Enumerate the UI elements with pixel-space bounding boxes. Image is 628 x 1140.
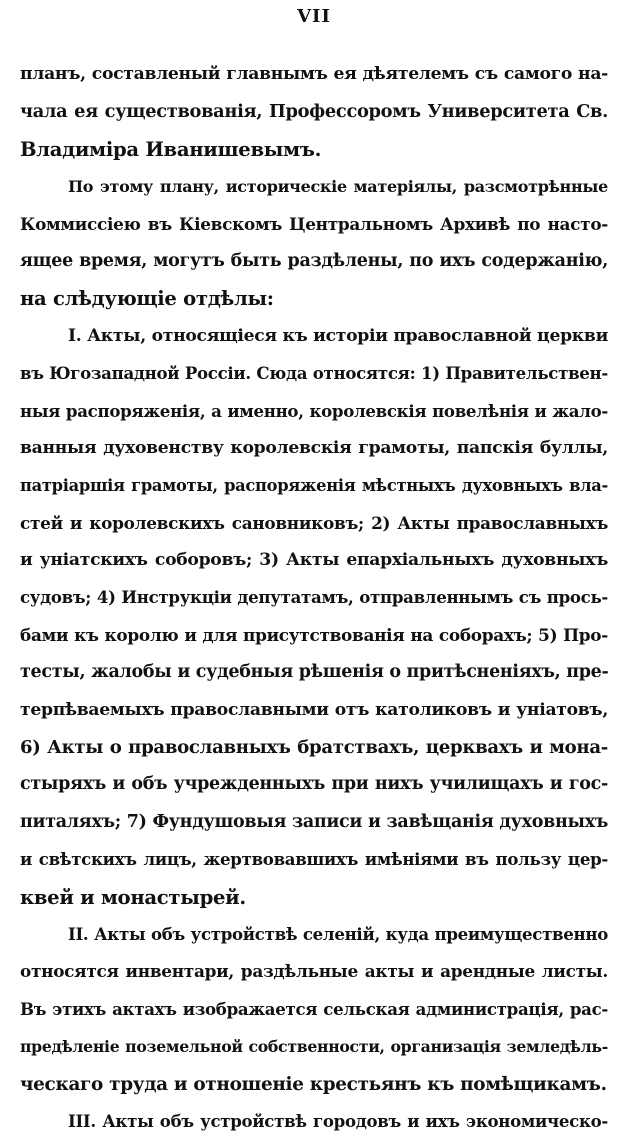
text-line: стыряхъ и объ учрежденныхъ при нихъ училищахъ и гос- <box>20 774 608 795</box>
text-line: бами къ королю и для присутствованія на соборахъ; 5) Про- <box>20 624 608 645</box>
text-line: III. Акты объ устройствѣ городовъ и ихъ экономическо- <box>68 1110 608 1131</box>
text-line: относятся инвентари, раздѣльные акты и арендные листы. <box>20 961 608 982</box>
text-line: ванныя духовенству королевскія грамоты, папскія буллы, <box>20 437 608 458</box>
text-line: Въ этихъ актахъ изображается сельская администрація, рас- <box>20 998 608 1019</box>
text-line: 6) Акты о православныхъ братствахъ, церквахъ и мона- <box>20 737 608 759</box>
text-line: судовъ; 4) Инструкціи депутатамъ, отправленнымъ съ прось- <box>20 587 608 608</box>
text-line: Владиміра Иванишевымъ. <box>20 137 322 161</box>
text-line: терпѣваемыхъ православными отъ католиковъ и уніатовъ, <box>20 699 608 720</box>
text-line: патріаршія грамоты, распоряженія мѣстныхъ духовныхъ вла- <box>20 476 608 496</box>
text-line: По этому плану, историческіе матеріялы, разсмотрѣнные <box>68 177 608 197</box>
text-line: ящее время, могутъ быть раздѣлены, по ихъ содержанію, <box>20 250 608 271</box>
text-line: тесты, жалобы и судебныя рѣшенія о притѣсненіяхъ, пре- <box>20 662 608 683</box>
text-line: на слѣдующіе отдѣлы: <box>20 287 274 311</box>
text-line: стей и королевскихъ сановниковъ; 2) Акты православныхъ <box>20 512 608 533</box>
text-line: Коммиссіею въ Кіевскомъ Центральномъ Архивѣ по насто- <box>20 213 608 234</box>
text-line: планъ, составленый главнымъ ея дѣятелемъ съ самого на- <box>20 64 608 84</box>
text-line: и свѣтскихъ лицъ, жертвовавшихъ имѣніями въ пользу цер- <box>20 849 608 870</box>
text-line: и уніатскихъ соборовъ; 3) Акты епархіальныхъ духовныхъ <box>20 550 608 571</box>
text-line: I. Акты, относящіеся къ исторіи православной церкви <box>68 325 608 346</box>
body-text <box>20 56 608 1140</box>
text-line: въ Югозападной Россіи. Сюда относятся: 1) Правительствен- <box>20 363 608 384</box>
text-line: квей и монастырей. <box>20 885 246 909</box>
text-line: II. Акты объ устройствѣ селеній, куда преимущественно <box>68 923 608 944</box>
text-line: чала ея существованія, Профессоромъ Университета Св. <box>20 101 608 123</box>
text-line: предѣленіе поземельной собственности, организація земледѣль- <box>20 1037 608 1057</box>
page-number: VII <box>297 6 331 27</box>
text-line: питаляхъ; 7) Фундушовыя записи и завѣщанія духовныхъ <box>20 811 608 832</box>
text-line: ныя распоряженія, а именно, королевскія повелѣнія и жало- <box>20 400 608 421</box>
text-line: ческаго труда и отношеніе крестьянъ къ помѣщикамъ. <box>20 1073 607 1095</box>
